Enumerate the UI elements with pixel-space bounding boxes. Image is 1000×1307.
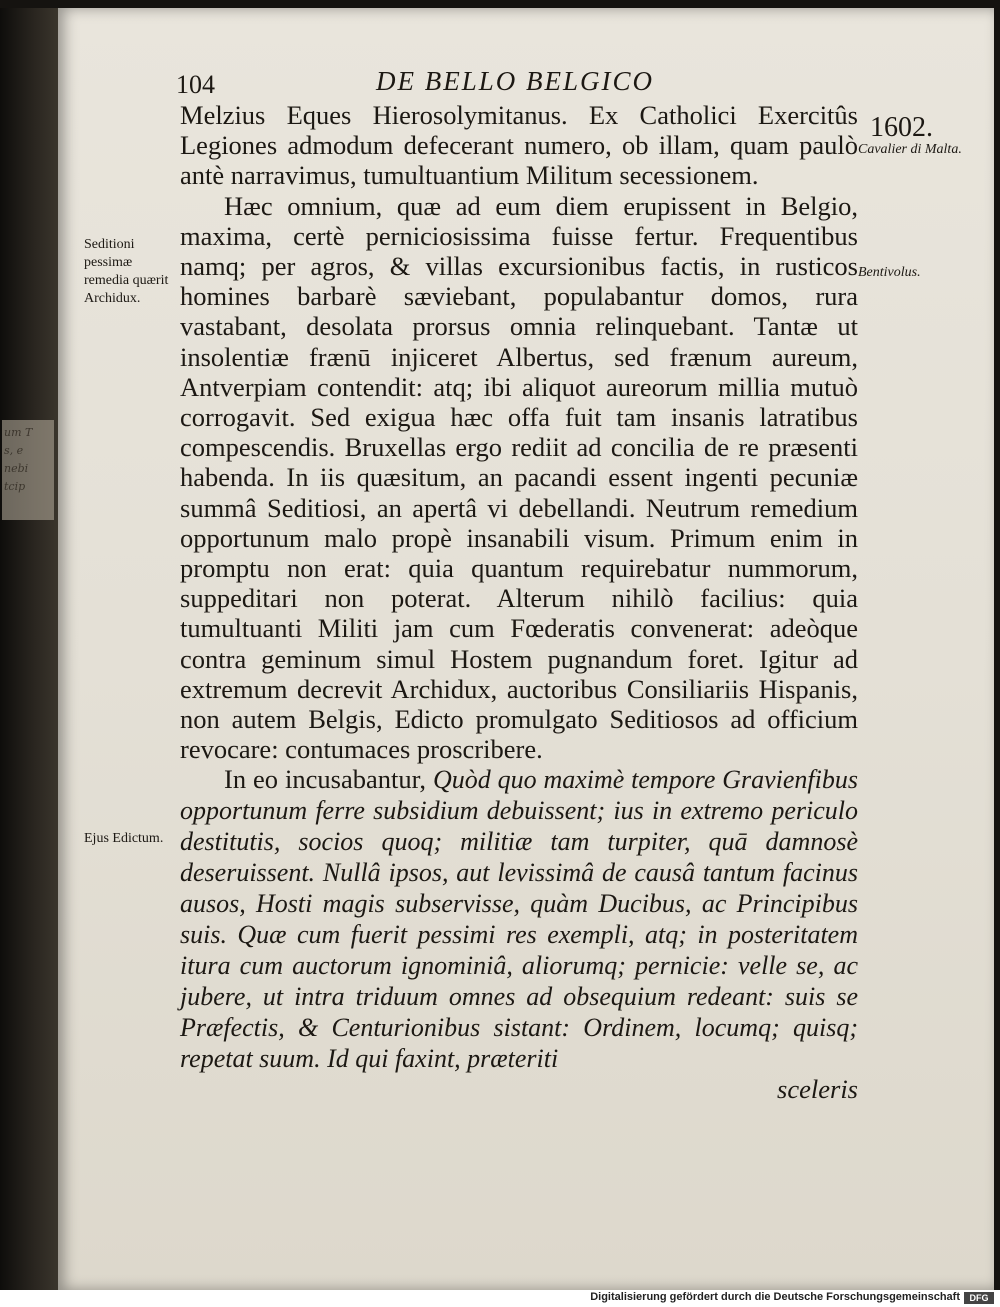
dfg-logo-icon: DFG [964,1292,994,1304]
margin-note-edictum: Ejus Edictum. [84,831,164,846]
facing-page-text [4,424,54,496]
book-page [58,8,994,1290]
page-number: 104 [176,70,215,99]
paragraph-3-italic: Quòd quo maximè tempore Gravienfibus opportunum ferre subsidium debuissent; ius in extremo periculo destitutis, socios quoq; militiæ tam turpiter, quā damnosè deseruissent. Nullâ ipsos, aut levissimâ de causâ tantum facinus ausos, Hosti magis subservisse, quàm Ducibus, ac Principibus suis. Quæ cum fuerit pessimi res exempli, atq; in posteritatem itura cum auctorum ignominiâ, aliorumq; pernicie: velle se, ac jubere, ut intra triduum omnes ad obsequium redeant: suis se Præfectis, & Centurionibus sistant: Ordinem, locumq; quisq; repetat suum. Id qui faxint, præteriti [180,765,858,1074]
running-title: DE BELLO BELGICO [376,66,655,96]
margin-note-seditioni: Seditioni pessimæ remedia quærit Archidux. [84,237,169,306]
bleed-line: nebi [4,462,29,475]
paragraph-3 [180,764,858,1074]
bleed-line: tcip [4,480,26,493]
footer-bar [0,1290,1000,1307]
margin-year: 1602. [870,112,933,143]
catchword: sceleris [777,1074,858,1105]
bleed-line: s, e [4,444,24,457]
paragraph-2: Hæc omnium, quæ ad eum diem erupissent in Belgio, maxima, certè perniciosissima fuisse fertur. Frequentibus namq; per agros, & villas excursionibus factis, in rusticos homines barbarè sæviebant, populabantur domos, rura vastabant, desolata prorsus omnia relinquebant. Tantæ ut insolentiæ frænū injiceret Albertus, sed frænum aureum, Antverpiam contendit: atq; ibi aliquot aureorum millia mutuò corrogavit. Sed exigua hæc offa fuit tam insanis latratibus compescendis. Bruxellas ergo rediit ad concilia de re præsenti habenda. In iis quæsitum, an pacandi essent ingenti pecuniæ summâ Seditiosi, an apertâ vi debellandi. Neutrum remedium opportunum malo propè insanabili visum. Primum enim in promptu non erat: quia quantum requirebatur nummorum, suppeditari non poterat. Alterum nihilò facilius: quia tumultuanti Militi jam cum Fœderatis convenerat: adeòque contra geminum simul Hostem pugnandum foret. Igitur ad extremum decrevit Archidux, auctoribus Consiliariis Hispanis, non autem Belgis, Edicto promulgato Seditiosos ad officium revocare: contumaces proscribere. [180,190,858,765]
paragraph-1: Melzius Eques Hierosolymitanus. Ex Catholici Exercitûs Legiones admodum defecerant numero, ob illam, quam paulò antè narravimus, tumultuantium Militum secessionem. [180,100,858,191]
margin-note-bentivolus: Bentivolus. [858,265,921,280]
paragraph-3-roman: In eo incusabantur, [224,764,426,795]
footer-credit: Digitalisierung gefördert durch die Deutsche Forschungsgemeinschaft [590,1291,960,1303]
bleed-line: um T [4,426,33,439]
binding-shadow [0,8,58,1290]
main-text-block [180,100,858,1105]
margin-note-cavalier: Cavalier di Malta. [858,142,962,157]
